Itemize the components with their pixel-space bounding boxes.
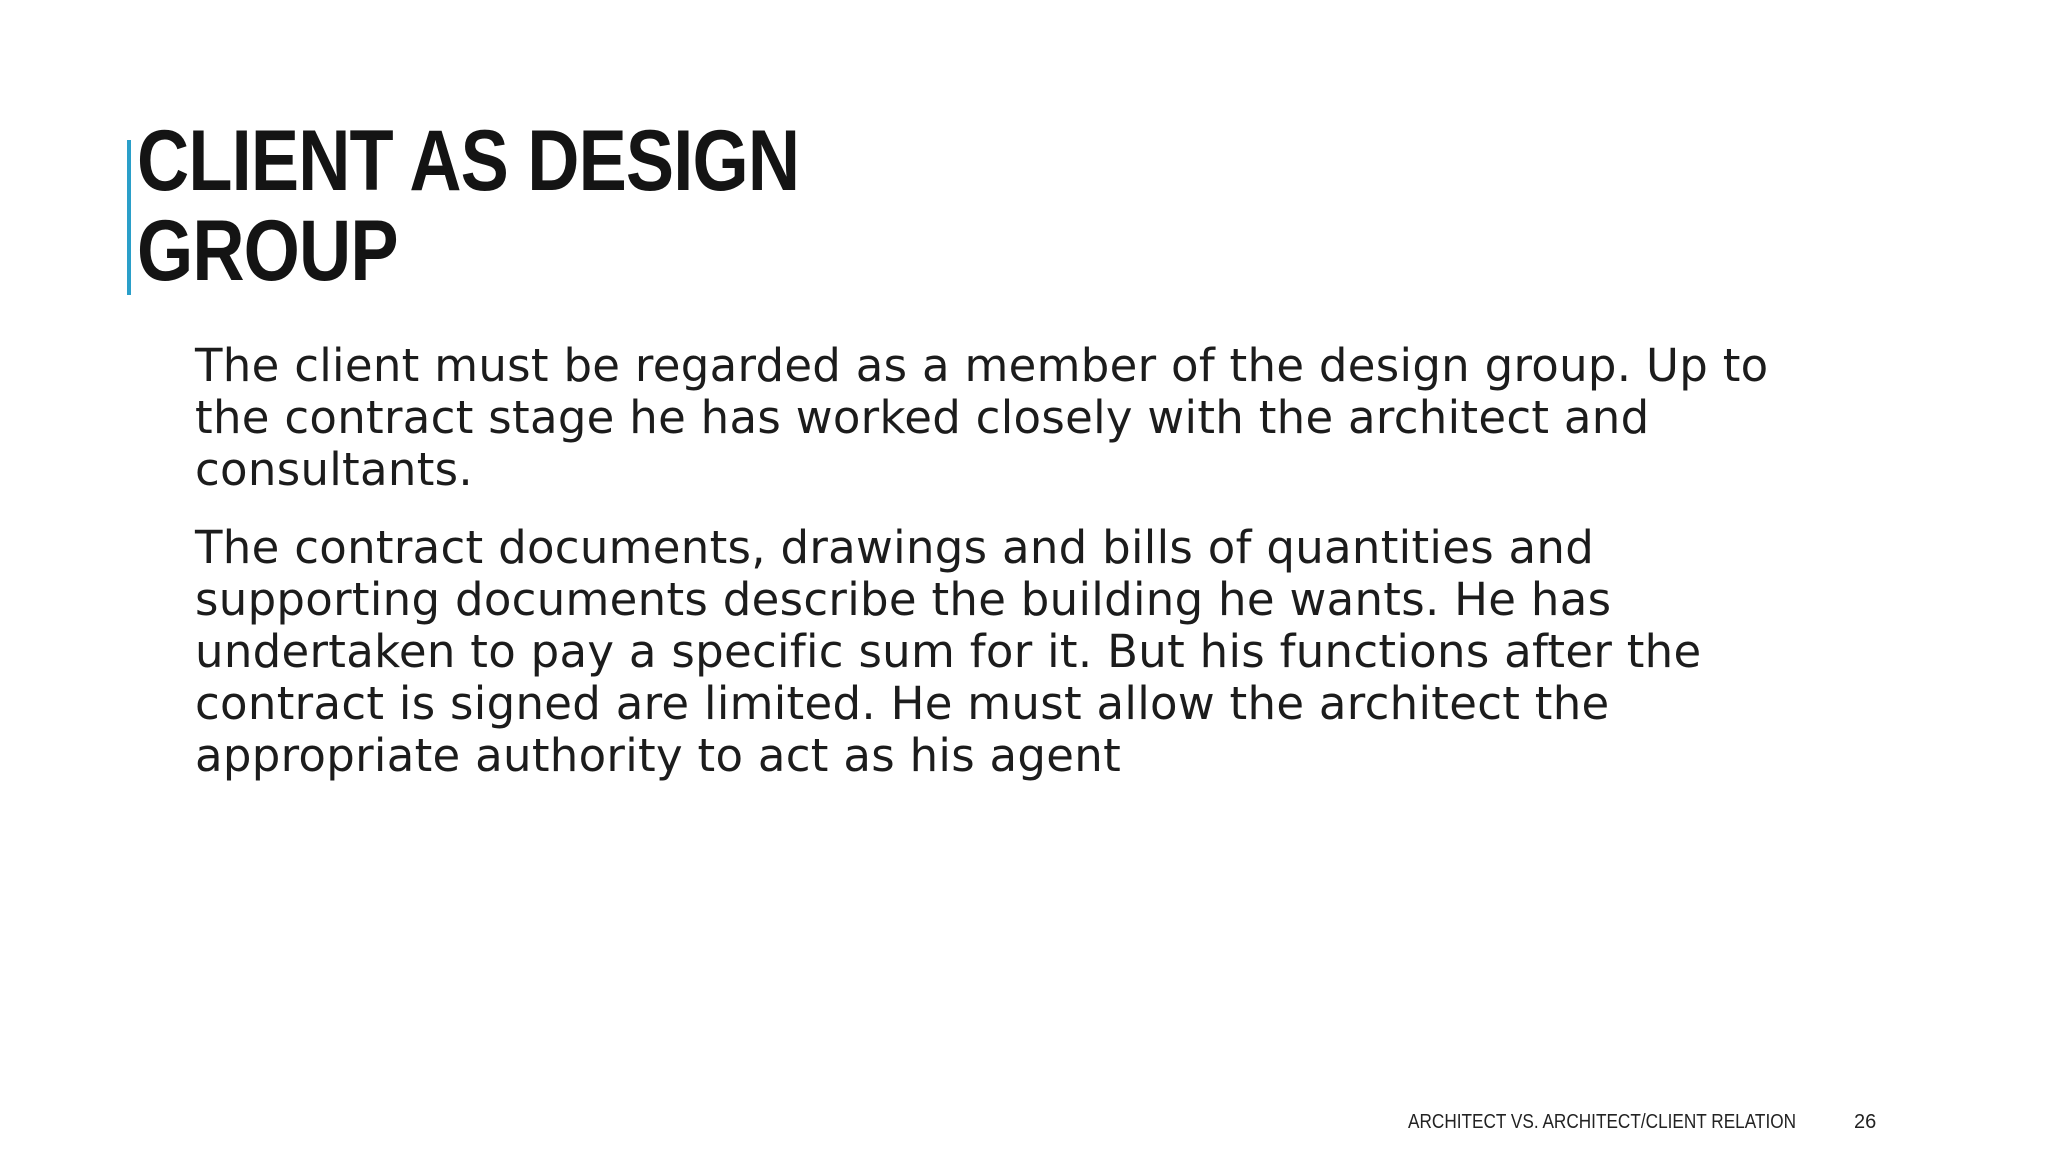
slide-title [137,113,1061,299]
title-accent-bar [127,140,131,295]
page-number: 26 [1854,1111,1877,1133]
title-line-1: CLIENT AS DESIGN [137,113,800,209]
body-paragraph-2: The contract documents, drawings and bills of quantities and supporting documents describe the building he wants. He has undertaken to pay a specific sum for it. But his functions after the contract is signed are limited. He must allow the architect the appropriate authority to act as his agent [195,521,1702,782]
title-line-2: GROUP [137,203,398,299]
slide-body [195,340,1835,808]
footer-text: ARCHITECT VS. ARCHITECT/CLIENT RELATION [1408,1111,1797,1133]
body-paragraph-1: The client must be regarded as a member of the design group. Up to the contract stage he has worked closely with the architect and consultants. [195,339,1769,496]
